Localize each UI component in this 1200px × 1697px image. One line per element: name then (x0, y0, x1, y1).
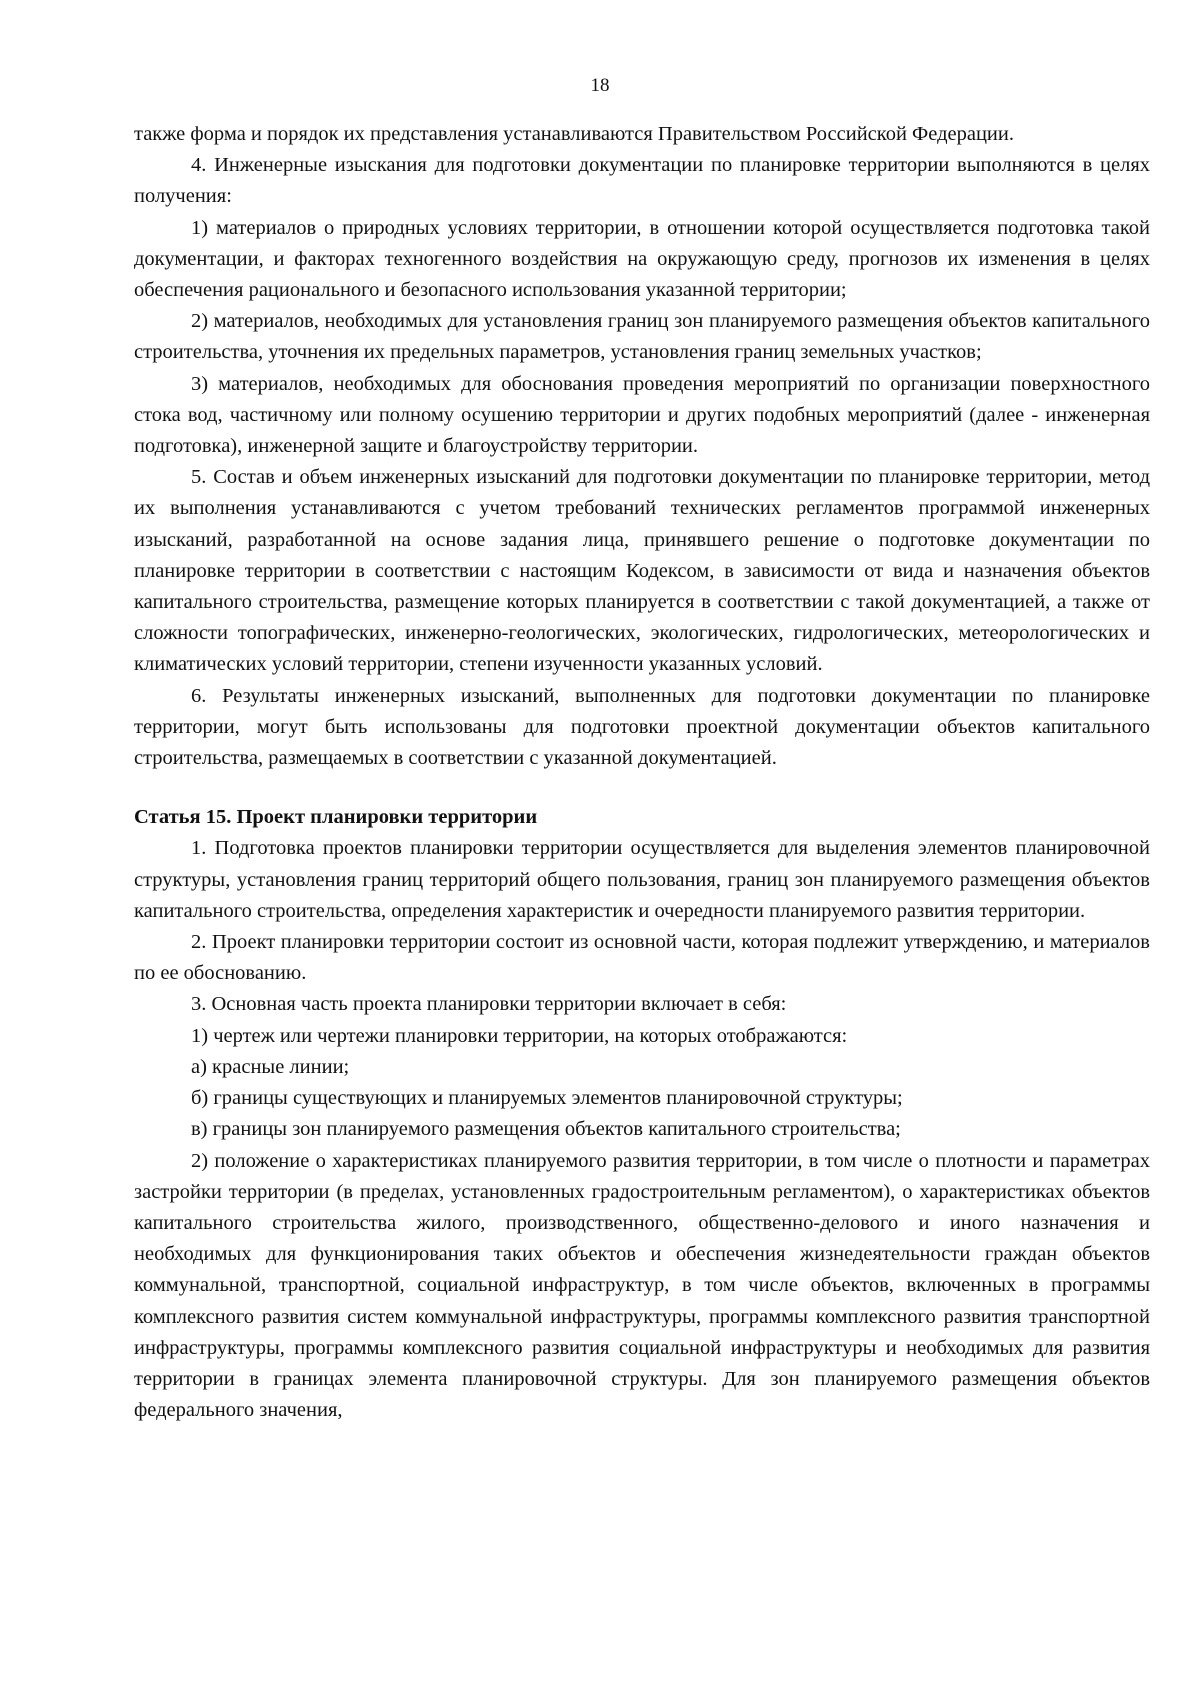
article-subitem-b: б) границы существующих и планируемых элементов планировочной структуры; (191, 1087, 903, 1110)
article-subitem-1: 1) чертеж или чертежи планировки территории, на которых отображаются: (191, 1024, 848, 1047)
paragraph-subitem-1: 1) материалов о природных условиях территории, в отношении которой осуществляется подготовка такой документации, и факторах техногенного воздействия на окружающую среду, прогнозов их изменения в целях обеспечения рационального и безопасного использования указанной территории; (134, 216, 1150, 302)
paragraph-subitem-3: 3) материалов, необходимых для обоснования проведения мероприятий по организации поверхностного стока вод, частичному или полному осушению территории и других подобных мероприятий (далее - инженерная подготовка), инженерной защите и благоустройству территории. (134, 372, 1150, 458)
paragraph-item-5: 5. Состав и объем инженерных изысканий для подготовки документации по планировке территории, метод их выполнения устанавливаются с учетом требований технических регламентов программой инженерных изысканий, разработанной на основе задания лица, принявшего решение о подготовке документации по планировке территории в соответствии с настоящим Кодексом, в зависимости от вида и назначения объектов капитального строительства, размещение которых планируется в соответствии с такой документацией, а также от сложности топографических, инженерно-геологических, экологических, гидрологических, метеорологических и климатических условий территории, степени изученности указанных условий. (134, 466, 1150, 676)
document-body (134, 119, 1150, 1426)
paragraph-subitem-2: 2) материалов, необходимых для установления границ зон планируемого размещения объектов капитального строительства, уточнения их предельных параметров, установления границ земельных участков; (134, 310, 1150, 364)
article-heading: Статья 15. Проект планировки территории (134, 806, 538, 829)
paragraph-item-6: 6. Результаты инженерных изысканий, выполненных для подготовки документации по планировке территории, могут быть использованы для подготовки проектной документации объектов капитального строительства, размещаемых в соответствии с указанной документацией. (134, 684, 1150, 770)
page-number: 18 (590, 75, 610, 96)
paragraph-continuation: также форма и порядок их представления устанавливаются Правительством Российской Федерации. (134, 123, 1014, 145)
article-subitem-v: в) границы зон планируемого размещения объектов капитального строительства; (191, 1118, 901, 1141)
article-paragraph-2: 2. Проект планировки территории состоит из основной части, которая подлежит утверждению, и материалов по ее обоснованию. (134, 931, 1150, 985)
article-subitem-a: а) красные линии; (191, 1055, 350, 1078)
article-paragraph-3: 3. Основная часть проекта планировки территории включает в себя: (191, 993, 787, 1016)
paragraph-item-4: 4. Инженерные изыскания для подготовки документации по планировке территории выполняются в целях получения: (134, 154, 1150, 208)
article-paragraph-1: 1. Подготовка проектов планировки территории осуществляется для выделения элементов планировочной структуры, установления границ территорий общего пользования, границ зон планируемого размещения объектов капитального строительства, определения характеристик и очередности планируемого развития территории. (134, 837, 1150, 922)
article-subitem-2: 2) положение о характеристиках планируемого развития территории, в том числе о плотности и параметрах застройки территории (в пределах, установленных градостроительным регламентом), о характеристиках объектов капитального строительства жилого, производственного, общественно-делового и иного назначения и необходимых для функционирования таких объектов и обеспечения жизнедеятельности граждан объектов коммунальной, транспортной, социальной инфраструктур, в том числе объектов, включенных в программы комплексного развития систем коммунальной инфраструктуры, программы комплексного развития транспортной инфраструктуры, программы комплексного развития социальной инфраструктуры и необходимых для развития территории в границах элемента планировочной структуры. Для зон планируемого размещения объектов федерального значения, (134, 1149, 1150, 1422)
